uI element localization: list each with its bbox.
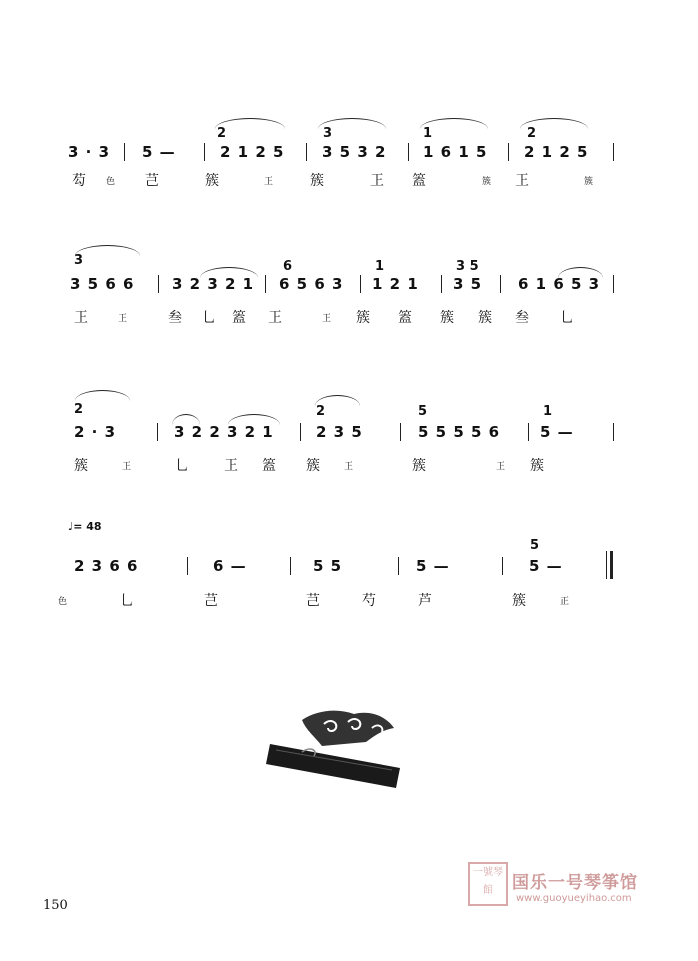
upper-note: 2 [527,126,537,141]
note-group: 3 5 [453,275,483,293]
jianzi-glyph: 簇 [584,177,594,187]
jianzi-glyph: 簇 [310,173,324,189]
note-group: 5 — [540,423,574,441]
barline [613,423,614,441]
jianzi-glyph: 芑 [204,593,218,609]
final-barline-thick [610,551,613,579]
jianzi-glyph: 簇 [482,177,492,187]
watermark-seal: 一號琴館 [468,862,508,906]
note-group: 5 — [416,557,450,575]
barline [398,557,399,575]
slur [75,390,130,401]
barline [360,275,361,293]
note-group: 2 1 2 5 [220,143,285,161]
note-group: 2 3 5 [316,423,363,441]
jianzi-glyph: 簇 [478,310,492,326]
jianzi-glyph: 㠪 [370,173,384,189]
jianzi-glyph: 色 [58,597,68,607]
note-group: 2 1 2 5 [524,143,589,161]
upper-note: 3 [323,126,333,141]
jianzi-glyph: 篕 [412,173,426,189]
note-group: 5 — [529,557,563,575]
upper-note: 2 [217,126,227,141]
barline [187,557,188,575]
jianzi-glyph: 乚 [175,458,189,474]
jianzi-glyph: 叁 [515,310,529,326]
jianzi-glyph: 叁 [168,310,182,326]
watermark [468,862,638,912]
barline [613,143,614,161]
jianzi-glyph: 芶 [72,173,86,189]
upper-note: 1 [375,259,385,274]
barline [306,143,307,161]
jianzi-glyph: 篕 [398,310,412,326]
jianzi-glyph: 簇 [74,458,88,474]
jianzi-glyph: 篕 [232,310,246,326]
jianzi-glyph: 乚 [202,310,216,326]
jianzi-glyph: 簇 [440,310,454,326]
jianzi-glyph: 簇 [205,173,219,189]
jianzi-glyph: 㠪 [322,314,332,324]
upper-note: 3 [74,253,84,268]
upper-note: 2 [316,404,326,419]
barline [158,275,159,293]
note-group: 2 3 6 6 [74,557,139,575]
barline [613,275,614,293]
watermark-url: www.guoyueyihao.com [516,893,632,904]
jianzi-glyph: 㠪 [224,458,238,474]
upper-note: 6 [283,259,293,274]
upper-note: 1 [423,126,433,141]
jianzi-glyph: 簇 [306,458,320,474]
note-group: 3 5 3 2 [322,143,387,161]
jianzi-glyph: 簇 [412,458,426,474]
jianzi-glyph: 㠪 [515,173,529,189]
barline [204,143,205,161]
barline [500,275,501,293]
upper-note: 5 [530,538,540,553]
jianzi-glyph: 簇 [512,593,526,609]
jianzi-glyph: 㠪 [496,462,506,472]
jianzi-glyph: 芍 [362,593,376,609]
note-group: 5 5 [313,557,343,575]
note-group: 5 5 5 5 6 [418,423,501,441]
upper-note: 1 [543,404,553,419]
note-group: 5 — [142,143,176,161]
note-group: 2 · 3 [74,423,117,441]
tempo-marking: ♩= 48 [68,520,102,533]
barline [502,557,503,575]
note-group: 6 — [213,557,247,575]
jianzi-glyph: 篕 [262,458,276,474]
jianzi-glyph: 㠪 [118,314,128,324]
note-group: 3 2 3 2 1 [172,275,255,293]
barline [441,275,442,293]
barline [508,143,509,161]
page-number: 150 [43,898,68,913]
jianzi-glyph: 㠪 [344,462,354,472]
barline [157,423,158,441]
jianzi-glyph: 簇 [356,310,370,326]
note-group: 1 6 1 5 [423,143,488,161]
jianzi-glyph: 乚 [120,593,134,609]
barline [290,557,291,575]
barline [124,143,125,161]
jianzi-glyph: 簇 [530,458,544,474]
jianzi-glyph: 色 [106,177,116,187]
note-group: 3 2 2 3 2 1 [174,423,274,441]
upper-note: 3 5 [456,259,479,274]
barline [400,423,401,441]
jianzi-glyph: 乚 [560,310,574,326]
barline [300,423,301,441]
note-group: 3 · 3 [68,143,111,161]
jianzi-glyph: 㠪 [74,310,88,326]
jianzi-glyph: 㠪 [264,177,274,187]
watermark-name: 国乐一号琴筝馆 [512,873,638,893]
upper-note: 2 [74,402,84,417]
slur [75,245,140,256]
note-group: 3 5 6 6 [70,275,135,293]
jianzi-glyph: 㠪 [122,462,132,472]
final-barline [606,551,607,579]
barline [528,423,529,441]
note-group: 1 2 1 [372,275,419,293]
qin-ornament-image [262,706,402,800]
upper-note: 5 [418,404,428,419]
jianzi-glyph: 芦 [418,593,432,609]
jianzi-glyph: 正 [560,597,570,607]
note-group: 6 5 6 3 [279,275,344,293]
jianzi-glyph: 芑 [145,173,159,189]
jianzi-glyph: 芑 [306,593,320,609]
barline [265,275,266,293]
barline [408,143,409,161]
note-group: 6 1 6 5 3 [518,275,601,293]
jianzi-glyph: 㠪 [268,310,282,326]
